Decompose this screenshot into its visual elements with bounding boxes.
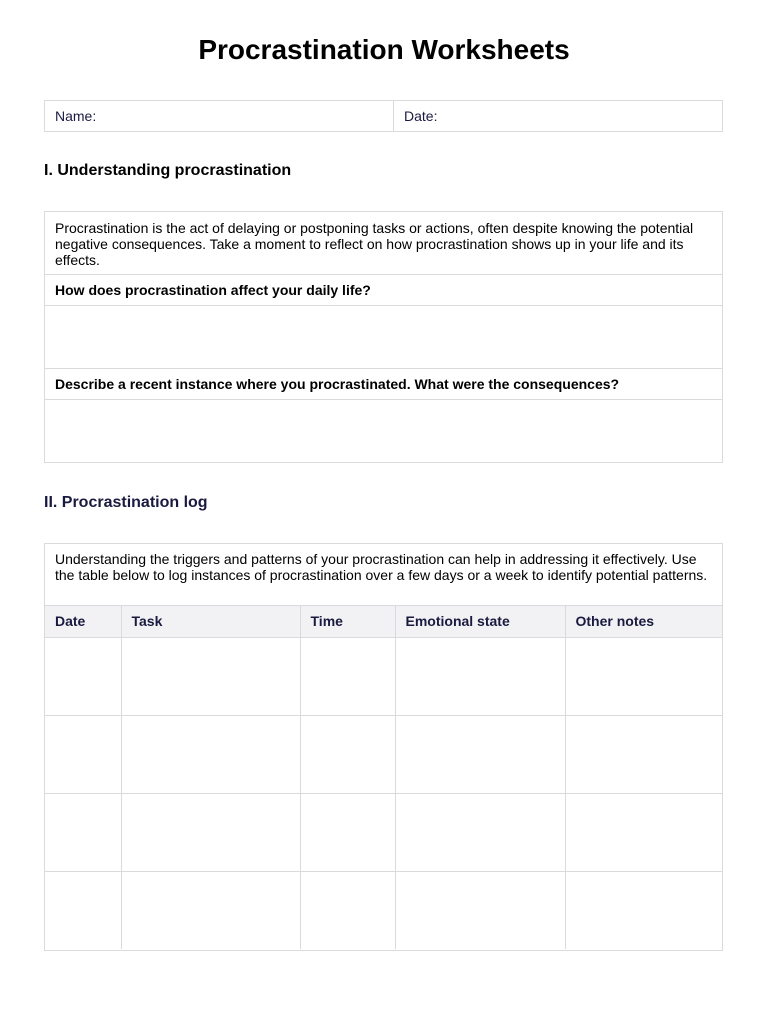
procrastination-log-box [44,543,723,951]
section-2-intro: Understanding the triggers and patterns of your procrastination can help in addressing it effectively. Use the table below to log instances of procrastination over a few days or a week to identify potential patterns. [45,544,722,606]
log-cell-emotional-state[interactable] [395,715,565,793]
procrastination-log-table [45,606,722,949]
log-cell-other-notes[interactable] [565,793,722,871]
log-cell-task[interactable] [121,715,300,793]
log-cell-time[interactable] [300,715,395,793]
column-header-emotional-state: Emotional state [395,606,565,637]
log-header-row [45,606,722,637]
table-row [45,715,722,793]
log-cell-time[interactable] [300,793,395,871]
column-header-date: Date [45,606,121,637]
log-cell-task[interactable] [121,871,300,949]
log-cell-emotional-state[interactable] [395,871,565,949]
section-1-intro: Procrastination is the act of delaying or postponing tasks or actions, often despite knowing the potential negative consequences. Take a moment to reflect on how procrastination shows up in your life and its effects. [45,212,722,275]
log-cell-date[interactable] [45,637,121,715]
column-header-task: Task [121,606,300,637]
name-field[interactable]: Name: [45,101,394,131]
page-title: Procrastination Worksheets [198,34,570,65]
answer-recent-instance-field[interactable] [45,400,722,462]
name-date-table [44,100,723,132]
log-cell-date[interactable] [45,715,121,793]
column-header-time: Time [300,606,395,637]
log-cell-other-notes[interactable] [565,637,722,715]
log-cell-task[interactable] [121,637,300,715]
answer-daily-life-field[interactable] [45,306,722,369]
column-header-other-notes: Other notes [565,606,722,637]
table-row [45,793,722,871]
log-cell-emotional-state[interactable] [395,637,565,715]
question-recent-instance: Describe a recent instance where you procrastinated. What were the consequences? [45,369,722,400]
question-daily-life: How does procrastination affect your daily life? [45,275,722,306]
section-2-heading: II. Procrastination log [44,494,208,511]
section-1-heading: I. Understanding procrastination [44,162,292,179]
table-row [45,637,722,715]
log-cell-task[interactable] [121,793,300,871]
log-cell-date[interactable] [45,871,121,949]
log-cell-other-notes[interactable] [565,715,722,793]
table-row [45,871,722,949]
log-cell-time[interactable] [300,871,395,949]
date-field[interactable]: Date: [404,108,438,124]
log-cell-other-notes[interactable] [565,871,722,949]
understanding-table [44,211,723,463]
log-cell-time[interactable] [300,637,395,715]
log-cell-emotional-state[interactable] [395,793,565,871]
log-cell-date[interactable] [45,793,121,871]
